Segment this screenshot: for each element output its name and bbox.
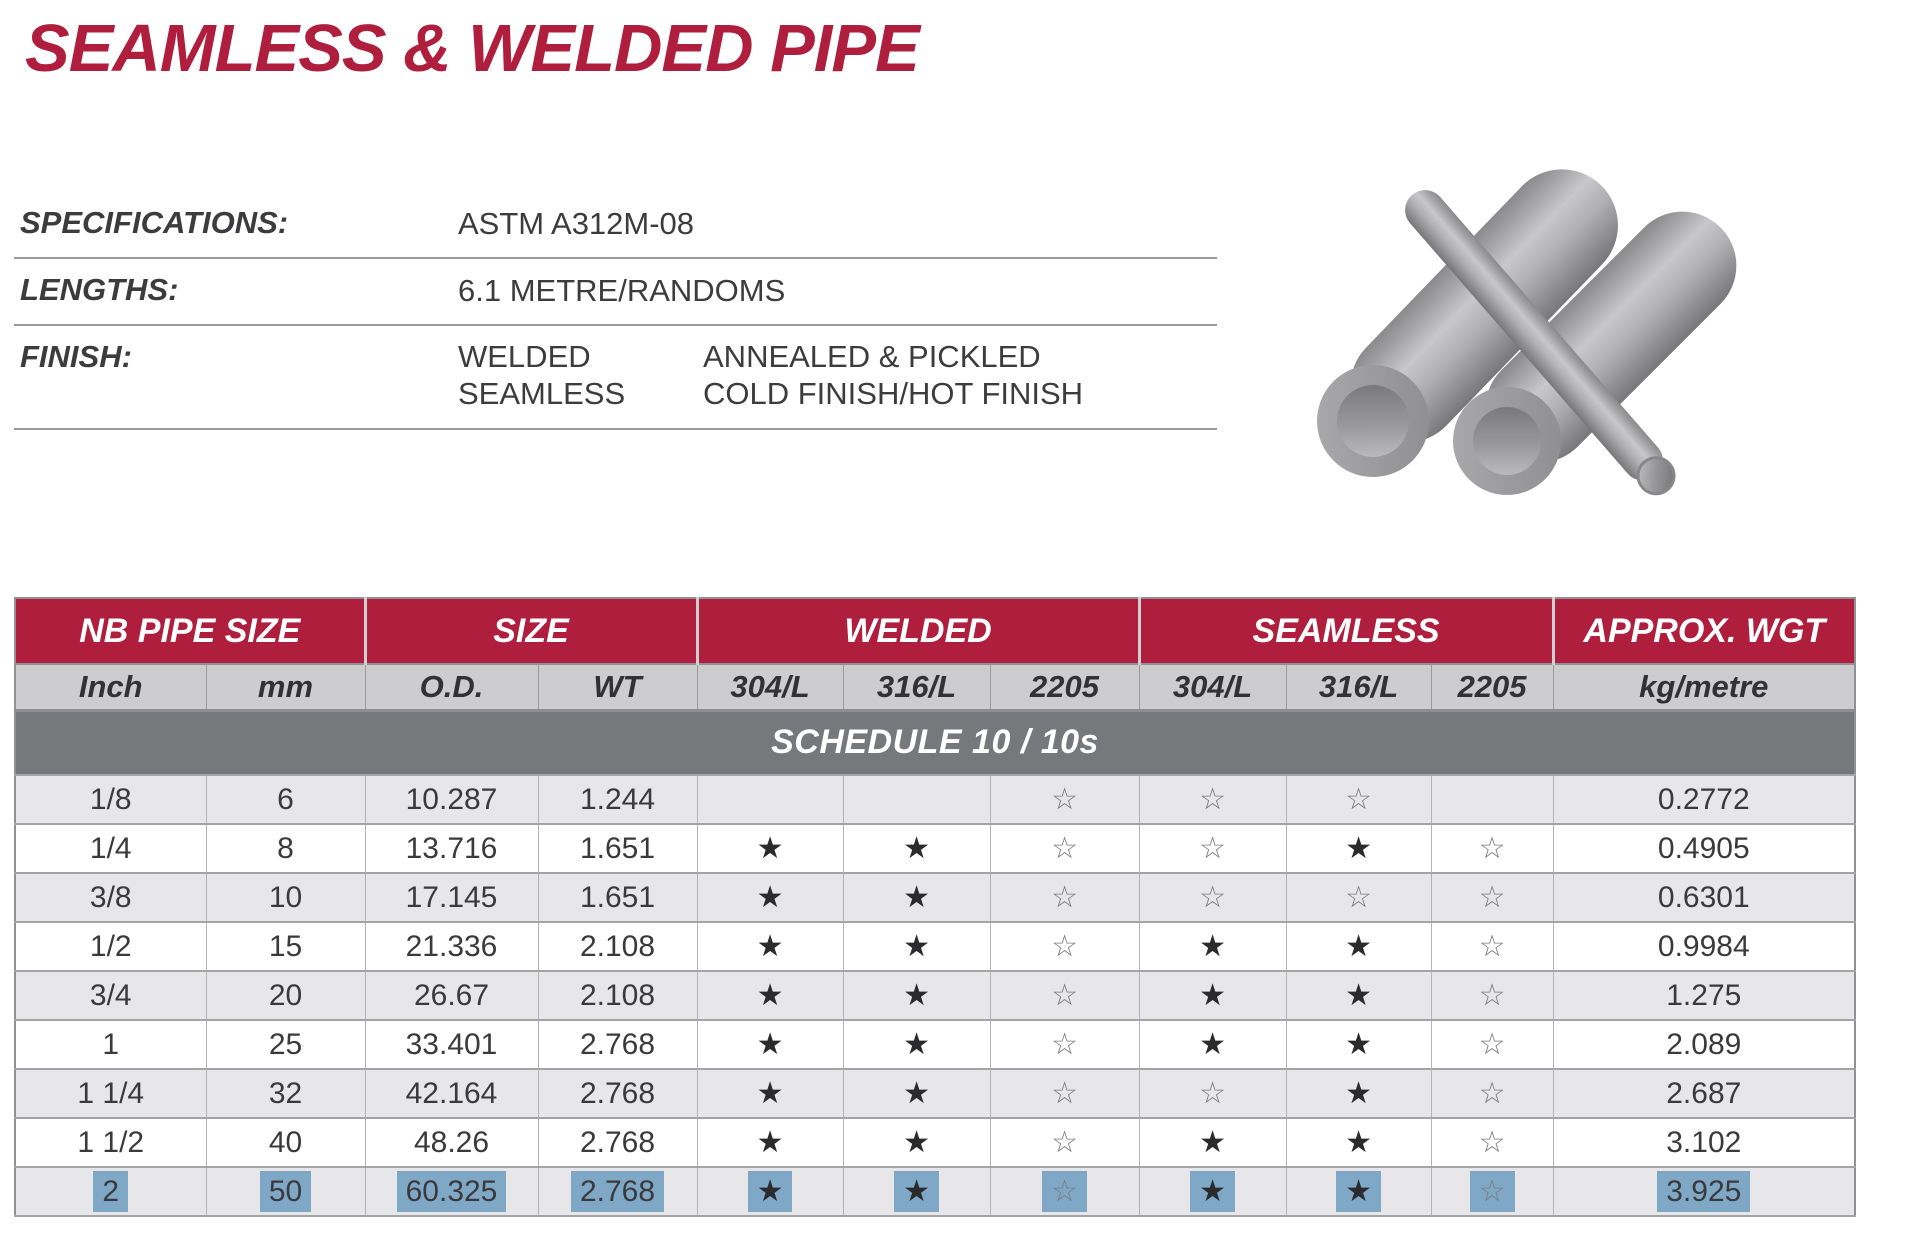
cell-inch (15, 1069, 206, 1118)
finish-treatment: ANNEALED & PICKLED (703, 339, 1041, 375)
cell-seamless-2205 (1431, 1118, 1553, 1167)
cell-welded-304l (697, 873, 843, 922)
filled-star-icon: ★ (1199, 1125, 1226, 1159)
filled-star-icon: ★ (1336, 1171, 1381, 1212)
cell-text: 2.089 (1666, 1027, 1742, 1061)
spec-row-finish (14, 326, 1217, 429)
cell-kg-per-metre (1553, 1069, 1855, 1118)
section-row (15, 710, 1855, 775)
cell-text: 2.768 (579, 1125, 656, 1159)
cell-text: 13.716 (405, 831, 498, 865)
cell-seamless-304l (1139, 1167, 1286, 1216)
open-star-icon: ☆ (1051, 929, 1078, 963)
cell-welded-304l (697, 922, 843, 971)
open-star-icon: ☆ (1345, 880, 1372, 914)
cell-inch (15, 1118, 206, 1167)
cell-welded-316l (843, 1069, 990, 1118)
open-star-icon: ☆ (1051, 880, 1078, 914)
cell-welded-304l (697, 775, 843, 824)
open-star-icon: ☆ (1199, 1076, 1226, 1110)
finish-type: WELDED (458, 339, 591, 375)
cell-text: 15 (268, 929, 303, 963)
cell-welded-2205 (990, 1069, 1139, 1118)
cell-mm (206, 873, 365, 922)
cell-mm (206, 1118, 365, 1167)
filled-star-icon: ★ (1345, 1125, 1372, 1159)
cell-text: 10 (268, 880, 303, 914)
cell-text: 0.9984 (1657, 929, 1750, 963)
table-row (15, 1069, 1855, 1118)
cell-seamless-304l (1139, 1069, 1286, 1118)
table-row (15, 775, 1855, 824)
header-seamless: SEAMLESS (1139, 598, 1553, 664)
cell-text: 32 (268, 1076, 303, 1110)
cell-seamless-304l (1139, 824, 1286, 873)
cell-text: 2 (93, 1171, 128, 1212)
table-row (15, 873, 1855, 922)
finish-type: SEAMLESS (458, 375, 626, 411)
open-star-icon: ☆ (1042, 1171, 1087, 1212)
cell-inch (15, 922, 206, 971)
cell-text: 1/2 (89, 929, 132, 963)
cell-seamless-316l (1286, 971, 1431, 1020)
cell-text: 0.4905 (1657, 831, 1750, 865)
table-row (15, 1167, 1855, 1216)
cell-seamless-304l (1139, 1020, 1286, 1069)
cell-seamless-316l (1286, 824, 1431, 873)
sub-header-row (15, 664, 1855, 710)
header-nb-pipe-size: NB PIPE SIZE (15, 598, 365, 664)
cell-welded-304l (697, 1020, 843, 1069)
subheader-inch: Inch (15, 664, 206, 710)
cell-od (365, 971, 538, 1020)
cell-od (365, 1069, 538, 1118)
cell-wt (538, 1167, 697, 1216)
filled-star-icon: ★ (756, 929, 784, 963)
cell-od (365, 922, 538, 971)
cell-welded-2205 (990, 873, 1139, 922)
spec-row-specifications (14, 192, 1217, 259)
table-row (15, 922, 1855, 971)
table-row (15, 1020, 1855, 1069)
cell-mm (206, 775, 365, 824)
filled-star-icon: ★ (1345, 1027, 1372, 1061)
finish-types (458, 339, 703, 412)
section-label: SCHEDULE 10 / 10s (15, 710, 1855, 775)
open-star-icon: ☆ (1478, 880, 1506, 914)
filled-star-icon: ★ (903, 1125, 930, 1159)
cell-text: 8 (277, 831, 294, 865)
cell-od (365, 873, 538, 922)
cell-text: 10.287 (405, 782, 498, 816)
cell-inch (15, 775, 206, 824)
cell-seamless-2205 (1431, 1167, 1553, 1216)
cell-seamless-2205 (1431, 824, 1553, 873)
cell-kg-per-metre (1553, 922, 1855, 971)
cell-welded-304l (697, 971, 843, 1020)
filled-star-icon: ★ (894, 1171, 939, 1212)
table-body (15, 710, 1855, 1216)
cell-inch (15, 1020, 206, 1069)
open-star-icon: ☆ (1051, 1125, 1078, 1159)
group-header-row (15, 598, 1855, 664)
spec-value: 6.1 METRE/RANDOMS (458, 273, 786, 309)
subheader-welded-304l: 304/L (697, 664, 843, 710)
cell-kg-per-metre (1553, 824, 1855, 873)
cell-seamless-304l (1139, 873, 1286, 922)
table-row (15, 971, 1855, 1020)
cell-welded-316l (843, 971, 990, 1020)
cell-inch (15, 1167, 206, 1216)
cell-text: 2.768 (571, 1171, 664, 1212)
cell-wt (538, 1020, 697, 1069)
cell-seamless-2205 (1431, 873, 1553, 922)
cell-seamless-316l (1286, 775, 1431, 824)
cell-text: 1/8 (89, 782, 132, 816)
open-star-icon: ☆ (1199, 831, 1226, 865)
filled-star-icon: ★ (756, 880, 784, 914)
cell-mm (206, 1069, 365, 1118)
table-row (15, 824, 1855, 873)
open-star-icon: ☆ (1051, 782, 1078, 816)
cell-wt (538, 1069, 697, 1118)
cell-seamless-304l (1139, 1118, 1286, 1167)
cell-text: 17.145 (405, 880, 498, 914)
cell-text: 0.6301 (1657, 880, 1750, 914)
cell-od (365, 1020, 538, 1069)
cell-seamless-2205 (1431, 971, 1553, 1020)
header-approx-wgt: APPROX. WGT (1553, 598, 1855, 664)
cell-kg-per-metre (1553, 1118, 1855, 1167)
filled-star-icon: ★ (1199, 1027, 1226, 1061)
open-star-icon: ☆ (1478, 1076, 1506, 1110)
cell-wt (538, 775, 697, 824)
cell-seamless-316l (1286, 1167, 1431, 1216)
pipe-size-table (14, 597, 1856, 1217)
cell-text: 60.325 (397, 1171, 507, 1212)
filled-star-icon: ★ (748, 1171, 793, 1212)
open-star-icon: ☆ (1478, 978, 1506, 1012)
open-star-icon: ☆ (1470, 1171, 1515, 1212)
cell-text: 42.164 (405, 1076, 498, 1110)
cell-seamless-2205 (1431, 922, 1553, 971)
open-star-icon: ☆ (1051, 978, 1078, 1012)
cell-text: 2.687 (1666, 1076, 1742, 1110)
cell-text: 26.67 (413, 978, 490, 1012)
filled-star-icon: ★ (903, 1076, 930, 1110)
cell-text: 1.244 (579, 782, 656, 816)
cell-seamless-316l (1286, 1020, 1431, 1069)
subheader-seamless-316l: 316/L (1286, 664, 1431, 710)
cell-mm (206, 922, 365, 971)
open-star-icon: ☆ (1478, 1027, 1506, 1061)
subheader-welded-316l: 316/L (843, 664, 990, 710)
cell-seamless-2205 (1431, 1020, 1553, 1069)
cell-text: 25 (268, 1027, 303, 1061)
open-star-icon: ☆ (1345, 782, 1372, 816)
cell-mm (206, 1167, 365, 1216)
spec-label: LENGTHS: (20, 272, 179, 308)
open-star-icon: ☆ (1199, 880, 1226, 914)
cell-wt (538, 1118, 697, 1167)
cell-text: 3/4 (89, 978, 132, 1012)
open-star-icon: ☆ (1051, 1027, 1078, 1061)
cell-text: 21.336 (405, 929, 498, 963)
filled-star-icon: ★ (756, 978, 784, 1012)
cell-text: 20 (268, 978, 303, 1012)
cell-text: 1 1/4 (77, 1076, 145, 1110)
cell-text: 3/8 (89, 880, 132, 914)
cell-wt (538, 873, 697, 922)
finish-treatments (703, 339, 1083, 412)
cell-seamless-2205 (1431, 775, 1553, 824)
cell-text: 1 1/2 (77, 1125, 145, 1159)
open-star-icon: ☆ (1051, 1076, 1078, 1110)
finish-treatment: COLD FINISH/HOT FINISH (703, 375, 1084, 411)
cell-text: 1.275 (1666, 978, 1742, 1012)
spec-row-lengths (14, 259, 1217, 326)
cell-welded-316l (843, 873, 990, 922)
open-star-icon: ☆ (1478, 929, 1506, 963)
cell-text: 48.26 (413, 1125, 490, 1159)
subheader-welded-2205: 2205 (990, 664, 1139, 710)
header-size: SIZE (365, 598, 697, 664)
cell-text: 1.651 (579, 831, 656, 865)
cell-seamless-304l (1139, 775, 1286, 824)
cell-seamless-304l (1139, 922, 1286, 971)
cell-seamless-316l (1286, 873, 1431, 922)
cell-mm (206, 1020, 365, 1069)
cell-text: 6 (277, 782, 294, 816)
filled-star-icon: ★ (903, 1027, 930, 1061)
cell-kg-per-metre (1553, 971, 1855, 1020)
cell-mm (206, 971, 365, 1020)
page-title: SEAMLESS & WELDED PIPE (25, 11, 919, 86)
cell-text: 33.401 (405, 1027, 498, 1061)
cell-inch (15, 873, 206, 922)
cell-od (365, 1167, 538, 1216)
cell-seamless-316l (1286, 922, 1431, 971)
cell-od (365, 1118, 538, 1167)
cell-welded-2205 (990, 1167, 1139, 1216)
cell-welded-316l (843, 922, 990, 971)
cell-text: 2.108 (579, 978, 656, 1012)
filled-star-icon: ★ (903, 978, 930, 1012)
cell-seamless-304l (1139, 971, 1286, 1020)
cell-welded-316l (843, 1020, 990, 1069)
cell-text: 2.768 (579, 1027, 656, 1061)
cell-welded-2205 (990, 824, 1139, 873)
filled-star-icon: ★ (756, 1027, 784, 1061)
cell-text: 2.768 (579, 1076, 656, 1110)
cell-welded-2205 (990, 922, 1139, 971)
cell-welded-2205 (990, 1020, 1139, 1069)
filled-star-icon: ★ (756, 1076, 784, 1110)
cell-text: 1.651 (579, 880, 656, 914)
cell-welded-304l (697, 1069, 843, 1118)
steel-pipes-illustration (1295, 133, 1800, 533)
cell-kg-per-metre (1553, 1020, 1855, 1069)
filled-star-icon: ★ (756, 1125, 784, 1159)
cell-text: 3.102 (1666, 1125, 1742, 1159)
open-star-icon: ☆ (1478, 1125, 1506, 1159)
filled-star-icon: ★ (756, 831, 784, 865)
cell-seamless-316l (1286, 1069, 1431, 1118)
cell-inch (15, 824, 206, 873)
filled-star-icon: ★ (1345, 929, 1372, 963)
filled-star-icon: ★ (1345, 978, 1372, 1012)
spec-label: FINISH: (20, 339, 132, 375)
cell-text: 50 (260, 1171, 311, 1212)
subheader-kg-metre: kg/metre (1553, 664, 1855, 710)
cell-seamless-316l (1286, 1118, 1431, 1167)
cell-od (365, 824, 538, 873)
filled-star-icon: ★ (1345, 831, 1372, 865)
cell-welded-316l (843, 824, 990, 873)
table-row (15, 1118, 1855, 1167)
open-star-icon: ☆ (1051, 831, 1078, 865)
cell-od (365, 775, 538, 824)
cell-inch (15, 971, 206, 1020)
spec-value: ASTM A312M-08 (458, 206, 695, 241)
cell-kg-per-metre (1553, 775, 1855, 824)
cell-welded-316l (843, 1118, 990, 1167)
cell-text: 0.2772 (1657, 782, 1750, 816)
specifications-block (14, 192, 1217, 430)
cell-text: 2.108 (579, 929, 656, 963)
filled-star-icon: ★ (1190, 1171, 1235, 1212)
cell-welded-2205 (990, 971, 1139, 1020)
cell-welded-304l (697, 1118, 843, 1167)
cell-text: 3.925 (1657, 1171, 1750, 1212)
cell-wt (538, 971, 697, 1020)
cell-text: 40 (268, 1125, 303, 1159)
cell-welded-304l (697, 824, 843, 873)
cell-mm (206, 824, 365, 873)
cell-welded-2205 (990, 775, 1139, 824)
subheader-seamless-2205: 2205 (1431, 664, 1553, 710)
filled-star-icon: ★ (1199, 978, 1226, 1012)
cell-seamless-2205 (1431, 1069, 1553, 1118)
open-star-icon: ☆ (1199, 782, 1226, 816)
cell-wt (538, 824, 697, 873)
header-welded: WELDED (697, 598, 1139, 664)
filled-star-icon: ★ (903, 929, 930, 963)
filled-star-icon: ★ (1199, 929, 1226, 963)
filled-star-icon: ★ (903, 831, 930, 865)
open-star-icon: ☆ (1478, 831, 1506, 865)
cell-welded-316l (843, 1167, 990, 1216)
subheader-wt: WT (538, 664, 697, 710)
subheader-od: O.D. (365, 664, 538, 710)
spec-value (458, 339, 1083, 412)
cell-kg-per-metre (1553, 873, 1855, 922)
filled-star-icon: ★ (903, 880, 930, 914)
cell-wt (538, 922, 697, 971)
cell-text: 1/4 (89, 831, 132, 865)
subheader-seamless-304l: 304/L (1139, 664, 1286, 710)
filled-star-icon: ★ (1345, 1076, 1372, 1110)
cell-welded-2205 (990, 1118, 1139, 1167)
cell-welded-316l (843, 775, 990, 824)
cell-text: 1 (102, 1027, 120, 1061)
spec-label: SPECIFICATIONS: (20, 205, 289, 240)
subheader-mm: mm (206, 664, 365, 710)
cell-welded-304l (697, 1167, 843, 1216)
cell-kg-per-metre (1553, 1167, 1855, 1216)
